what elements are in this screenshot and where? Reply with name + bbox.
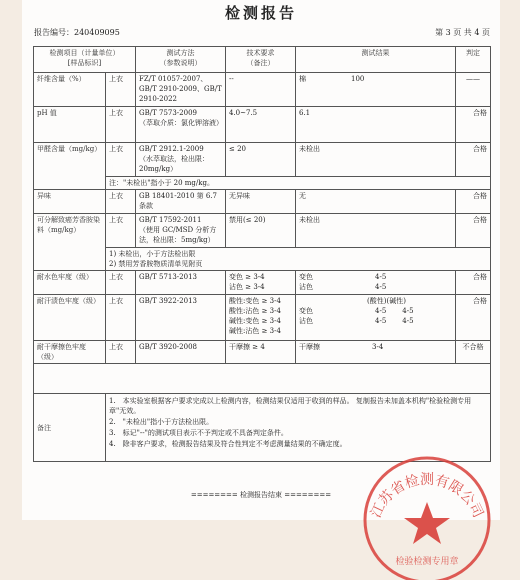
report-title: 检测报告	[224, 4, 297, 22]
item-cell: 耐水色牢度（级）	[34, 271, 106, 295]
item-cell: 甲醛含量（mg/kg）	[34, 143, 106, 190]
note-cell: 注："未检出"指小于 20 mg/kg。	[106, 177, 491, 190]
table-row	[34, 214, 491, 248]
table-row	[34, 107, 491, 143]
method-cell: GB/T 5713-2013	[136, 271, 226, 295]
req-line: 酸性:变色 ≥ 3-4	[229, 297, 281, 305]
note-line: 1) 未检出，小于方法检出限	[109, 250, 196, 258]
verdict-cell: 合格	[456, 143, 491, 177]
result-cell: 未检出	[296, 143, 456, 177]
report-number: 报告编号：240409095	[34, 28, 120, 37]
spacer-row	[34, 364, 491, 394]
result-cell	[296, 295, 456, 341]
method-cell: FZ/T 01057-2007、GB/T 2910-2009、GB/T 2910-2022	[136, 73, 226, 107]
item-cell: 可分解致癌芳香胺染料（mg/kg）	[34, 214, 106, 271]
report-page	[22, 0, 500, 567]
method-cell: GB 18401-2010 第 6.7 条款	[136, 190, 226, 214]
col-method: 测试方法 （参数说明）	[136, 47, 226, 73]
req-line: 碱性:变色 ≥ 3-4	[229, 317, 281, 325]
result-label: 沾色	[299, 283, 313, 291]
item-cell: pH 值	[34, 107, 106, 143]
result-label: 棉	[299, 75, 306, 83]
remarks-label: 备注	[34, 394, 106, 462]
remarks-row	[34, 394, 491, 462]
verdict-cell: 合格	[456, 107, 491, 143]
remark-line: 3. 标记"--"的测试项目表示不予判定或不具备判定条件。	[109, 429, 288, 437]
method-cell: GB/T 3920-2008	[136, 341, 226, 364]
sample-cell: 上衣	[106, 107, 136, 143]
item-cell: 耐干摩擦色牢度（级）	[34, 341, 106, 364]
result-label: 变色	[299, 273, 313, 281]
table-row	[34, 190, 491, 214]
sample-cell: 上衣	[106, 341, 136, 364]
result-head: (酸性)(碱性)	[367, 297, 406, 305]
sample-cell: 上衣	[106, 190, 136, 214]
result-cell: 6.1	[296, 107, 456, 143]
requirement-cell: 干摩擦 ≥ 4	[226, 341, 296, 364]
remark-line: 2. "未检出"指小于方法检出限。	[109, 418, 214, 426]
method-cell: GB/T 3922-2013	[136, 295, 226, 341]
item-cell: 耐汗渍色牢度（级）	[34, 295, 106, 341]
result-label: 沾色	[299, 317, 313, 325]
verdict-cell: 合格	[456, 190, 491, 214]
seal-star-icon	[404, 502, 450, 544]
verdict-cell: 合格	[456, 271, 491, 295]
result-value: 4-5	[375, 307, 387, 315]
sample-cell: 上衣	[106, 295, 136, 341]
note-cell	[106, 248, 491, 271]
table-row	[34, 73, 491, 107]
col-requirement: 技术要求 （备注）	[226, 47, 296, 73]
blank-cell	[34, 364, 491, 394]
col-item: 检测项目（计量单位） [样品标识]	[34, 47, 136, 73]
table-row	[34, 143, 491, 177]
col-verdict: 判定	[456, 47, 491, 73]
result-value: 100	[351, 75, 365, 83]
remark-line: 4. 除非客户要求，检测报告结果及符合性判定不考虑测量结果的不确定度。	[109, 440, 347, 448]
requirement-cell: 无异味	[226, 190, 296, 214]
note-line: 2) 禁用芳香胺物质清单见附页	[109, 260, 203, 268]
item-cell: 异味	[34, 190, 106, 214]
remarks-cell	[106, 394, 491, 462]
verdict-cell: 合格	[456, 295, 491, 341]
result-value: 4-5	[402, 317, 414, 325]
item-cell: 纤维含量（%）	[34, 73, 106, 107]
result-cell: 未检出	[296, 214, 456, 248]
sample-cell: 上衣	[106, 214, 136, 248]
table-row	[34, 341, 491, 364]
sample-cell: 上衣	[106, 271, 136, 295]
results-table	[33, 46, 491, 462]
requirement-cell	[226, 295, 296, 341]
result-cell	[296, 73, 456, 107]
result-label: 变色	[299, 307, 313, 315]
method-cell: GB/T 17592-2011 （使用 GC/MSD 分析方法，检出限：5mg/kg）	[136, 214, 226, 248]
req-line: 碱性:沾色 ≥ 3-4	[229, 327, 281, 335]
requirement-cell: ≤ 20	[226, 143, 296, 177]
method-cell: GB/T 2912.1-2009 （水萃取法，检出限：20mg/kg）	[136, 143, 226, 177]
seal-text: 江苏省检测有限公司	[368, 472, 486, 521]
verdict-cell: 合格	[456, 214, 491, 248]
req-line: 酸性:沾色 ≥ 3-4	[229, 307, 281, 315]
result-label: 干摩擦	[299, 343, 320, 351]
req-line: 沾色 ≥ 3-4	[229, 283, 265, 291]
result-cell	[296, 271, 456, 295]
remark-line: 1. 本实验室根据客户要求完成以上检测内容，检测结果仅适用于收到的样品。 复制报告未加盖本机构"检验检测专用章"无效。	[109, 397, 472, 415]
verdict-cell: 不合格	[456, 341, 491, 364]
sample-cell: 上衣	[106, 73, 136, 107]
sample-cell: 上衣	[106, 143, 136, 177]
col-result: 测试结果	[296, 47, 456, 73]
req-line: 变色 ≥ 3-4	[229, 273, 265, 281]
requirement-cell: 4.0~7.5	[226, 107, 296, 143]
table-row	[34, 271, 491, 295]
verdict-cell: ——	[456, 73, 491, 107]
requirement-cell	[226, 271, 296, 295]
page-info: 第 3 页 共 4 页	[435, 28, 490, 37]
table-header	[34, 47, 491, 73]
result-value: 4-5	[375, 273, 387, 281]
requirement-cell: --	[226, 73, 296, 107]
result-value: 3-4	[372, 343, 384, 351]
result-value: 4-5	[375, 317, 387, 325]
report-end-line: ======== 检测报告结束 ========	[190, 491, 332, 499]
requirement-cell: 禁用(≤ 20)	[226, 214, 296, 248]
result-cell	[296, 341, 456, 364]
result-value: 4-5	[375, 283, 387, 291]
result-value: 4-5	[402, 307, 414, 315]
seal-subtext: 检验检测专用章	[395, 557, 459, 567]
result-cell: 无	[296, 190, 456, 214]
method-cell: GB/T 7573-2009 （萃取介质：氯化钾溶液）	[136, 107, 226, 143]
table-row	[34, 295, 491, 341]
